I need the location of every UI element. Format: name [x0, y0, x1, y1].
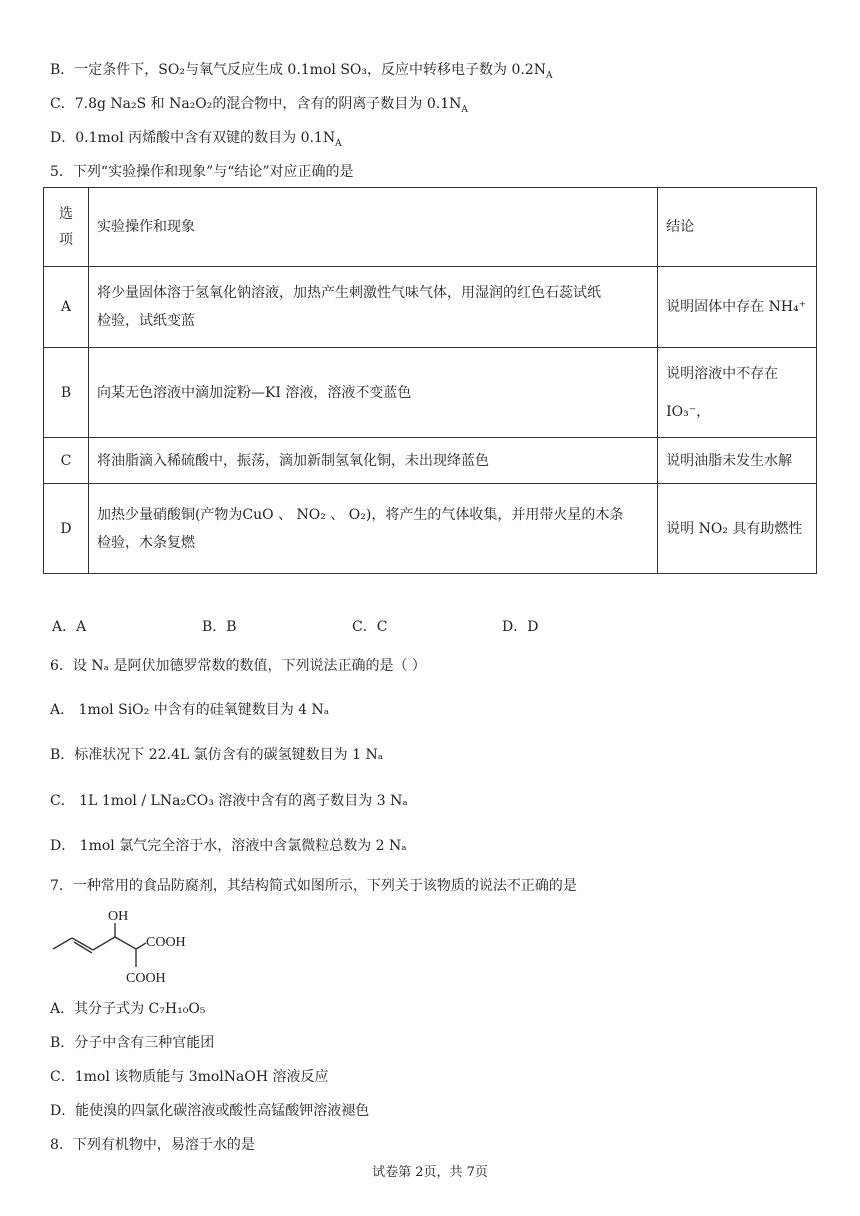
operation-cell: 向某无色溶液中滴加淀粉—KI 溶液，溶液不变蓝色 [88, 348, 657, 438]
q8-stem: 8．下列有机物中，易溶于水的是 [50, 1137, 255, 1153]
table-row: D 加热少量硝酸铜(产物为CuO 、 NO₂ 、 O₂)，将产生的气体收集，并用带火星的木条 检验，木条复燃 说明 NO₂ 具有助燃性 [44, 484, 817, 574]
q7-option-d: D．能使溴的四氯化碳溶液或酸性高锰酸钾溶液褪色 [50, 1103, 370, 1119]
q7-stem: 7．一种常用的食品防腐剂，其结构简式如图所示，下列关于该物质的说法不正确的是 [50, 878, 577, 894]
q5-option-a: A．A [52, 619, 87, 635]
operation-cell: 加热少量硝酸铜(产物为CuO 、 NO₂ 、 O₂)，将产生的气体收集，并用带火星的木条 检验，木条复燃 [88, 484, 657, 574]
experiment-table [43, 187, 817, 574]
q5-option-b: B．B [202, 619, 237, 635]
operation-cell: 将少量固体溶于氢氧化钠溶液，加热产生刺激性气味气体，用湿润的红色石蕊试纸 检验，试纸变蓝 [88, 267, 657, 348]
table-row: B 向某无色溶液中滴加淀粉—KI 溶液，溶液不变蓝色 说明溶液中不存在 IO₃⁻， [44, 348, 817, 438]
header-operation-cell: 实验操作和现象 [88, 188, 657, 267]
structure-cooh-label: COOH [126, 971, 166, 986]
conclusion-cell: 说明 NO₂ 具有助燃性 [658, 484, 817, 574]
structure-cooh-label: COOH [146, 935, 186, 950]
operation-cell: 将油脂滴入稀硫酸中，振荡，滴加新制氢氧化铜，未出现绛蓝色 [88, 438, 657, 484]
q7-option-c: C．1mol 该物质能与 3molNaOH 溶液反应 [50, 1069, 329, 1085]
header-conclusion-cell: 结论 [658, 188, 817, 267]
page-footer: 试卷第 2页，共 7页 [372, 1165, 488, 1180]
q6-option-c: C． 1L 1mol / LNa₂CO₃ 溶液中含有的离子数目为 3 Nₐ [50, 793, 408, 809]
conclusion-cell: 说明固体中存在 NH₄⁺ [658, 267, 817, 348]
q5-option-c: C．C [352, 619, 388, 635]
header-option-cell: 选 项 [44, 188, 89, 267]
q6-option-b: B．标准状况下 22.4L 氯仿含有的碳氢键数目为 1 Nₐ [50, 747, 384, 763]
q5-stem: 5．下列“实验操作和现象”与“结论”对应正确的是 [50, 164, 354, 180]
q4-option-b: B．一定条件下，SO₂与氧气反应生成 0.1mol SO₃，反应中转移电子数为 $0.2N_A$ [50, 62, 553, 81]
q4-option-c: C．7.8g Na₂S 和 Na₂O₂的混合物中，含有的阴离子数目为 $0.1N_A$ [50, 96, 468, 115]
q5-option-d: D．D [502, 619, 539, 635]
table-header-row [44, 188, 817, 267]
q6-option-d: D． 1mol 氯气完全溶于水，溶液中含氯微粒总数为 2 Nₐ [50, 838, 407, 854]
q6-option-a: A． 1mol SiO₂ 中含有的硅氧键数目为 4 Nₐ [50, 702, 330, 718]
q7-option-b: B．分子中含有三种官能团 [50, 1035, 215, 1051]
structure-formula-diagram [50, 903, 210, 987]
conclusion-cell: 说明油脂未发生水解 [658, 438, 817, 484]
table-row: A 将少量固体溶于氢氧化钠溶液，加热产生刺激性气味气体，用湿润的红色石蕊试纸 检验，试纸变蓝 说明固体中存在 NH₄⁺ [44, 267, 817, 348]
q4-option-d: D．0.1mol 丙烯酸中含有双键的数目为 $0.1N_A$ [50, 130, 342, 149]
q7-option-a: A．其分子式为 C₇H₁₀O₅ [50, 1001, 206, 1017]
structure-oh-label: OH [108, 909, 129, 924]
conclusion-cell: 说明溶液中不存在 IO₃⁻， [658, 348, 817, 438]
q6-stem: 6．设 Nₐ 是阿伏加德罗常数的数值，下列说法正确的是（ ） [50, 658, 426, 674]
table-row: C 将油脂滴入稀硫酸中，振荡，滴加新制氢氧化铜，未出现绛蓝色 说明油脂未发生水解 [44, 438, 817, 484]
